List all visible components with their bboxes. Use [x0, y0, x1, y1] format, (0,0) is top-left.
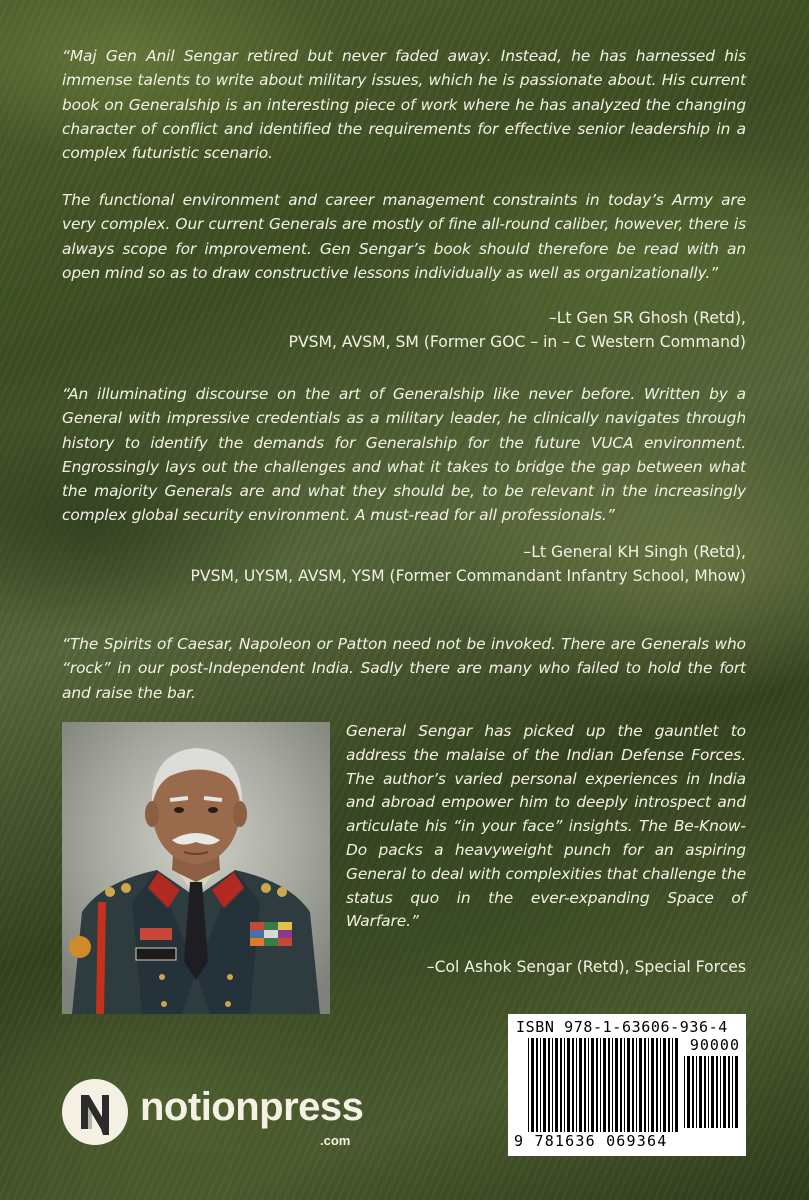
review2-paragraph — [62, 382, 746, 528]
isbn-label: ISBN 978-1-63606-936-4 — [516, 1018, 728, 1036]
review3-attribution — [346, 955, 746, 979]
publisher-logo — [62, 1075, 382, 1155]
review1-paragraph2 — [62, 188, 746, 285]
isbn-barcode — [508, 1014, 746, 1156]
publisher-name: notionpress — [140, 1085, 364, 1129]
barcode-bars-icon — [528, 1038, 678, 1132]
review3-quote-text-2: General Sengar has picked up the gauntlet to address the malaise of the Indian Defense Forces. The author’s varied personal experiences in India and abroad empower him to deeply introspect and articulate his “in your face” insights. The Be-Know-Do packs a heavyweight punch for an aspiring General to deal with complexities that challenge the status quo in the ever-expanding Space of Warfare.” — [346, 722, 746, 931]
review1-attribution — [62, 306, 746, 354]
review2-quote-text: “An illuminating discourse on the art of Generalship like never before. Written by a General with impressive credentials as a military leader, he clinically navigates through history to identify the demands for Generalship for the future VUCA environment. Engrossingly lays out the challenges and what it takes to bridge the gap between what the majority Generals are and what they should be, to be relevant in the increasingly complex global security environment. A must-read for all professionals.” — [62, 385, 746, 525]
review1-paragraph1 — [62, 44, 746, 165]
review3-author: –Col Ashok Sengar (Retd), Special Forces — [426, 958, 746, 976]
review3-paragraph1 — [62, 632, 746, 705]
addon-barcode-bars-icon — [684, 1056, 740, 1128]
review1-quote-text: “Maj Gen Anil Sengar retired but never faded away. Instead, he has harnessed his immense talents to write about military issues, which he is passionate about. His current book on Generalship is an interesting piece of work where he has analyzed the changing character of conflict and identified the requirements for effective senior leadership in a complex futuristic scenario. — [62, 47, 746, 163]
review1-author-name: –Lt Gen SR Ghosh (Retd), — [548, 309, 746, 327]
review2-author-credentials: PVSM, UYSM, AVSM, YSM (Former Commandant Infantry School, Mhow) — [190, 567, 746, 585]
review2-author-name: –Lt General KH Singh (Retd), — [523, 543, 746, 561]
review1-quote-text-2: The functional environment and career management constraints in today’s Army are very complex. Our current Generals are mostly of fine all-round caliber, however, there is always scope for improvement. Gen Sengar’s book should therefore be read with an open mind so as to draw constructive lessons individually as well as organizationally.” — [62, 191, 746, 282]
publisher-domain: .com — [320, 1133, 351, 1148]
price-code: 90000 — [689, 1036, 740, 1054]
notionpress-logo-icon — [62, 1079, 128, 1145]
review1-author-credentials: PVSM, AVSM, SM (Former GOC – in – C Western Command) — [288, 333, 746, 351]
review3-quote-text: “The Spirits of Caesar, Napoleon or Patton need not be invoked. There are Generals who “rock” in our post-Independent India. Sadly there are many who failed to hold the fort and raise the bar. — [62, 635, 746, 702]
review3-paragraph2 — [346, 720, 746, 934]
barcode-digits: 9 781636 069364 — [514, 1132, 668, 1150]
review2-attribution — [62, 540, 746, 588]
author-portrait — [62, 722, 330, 1014]
